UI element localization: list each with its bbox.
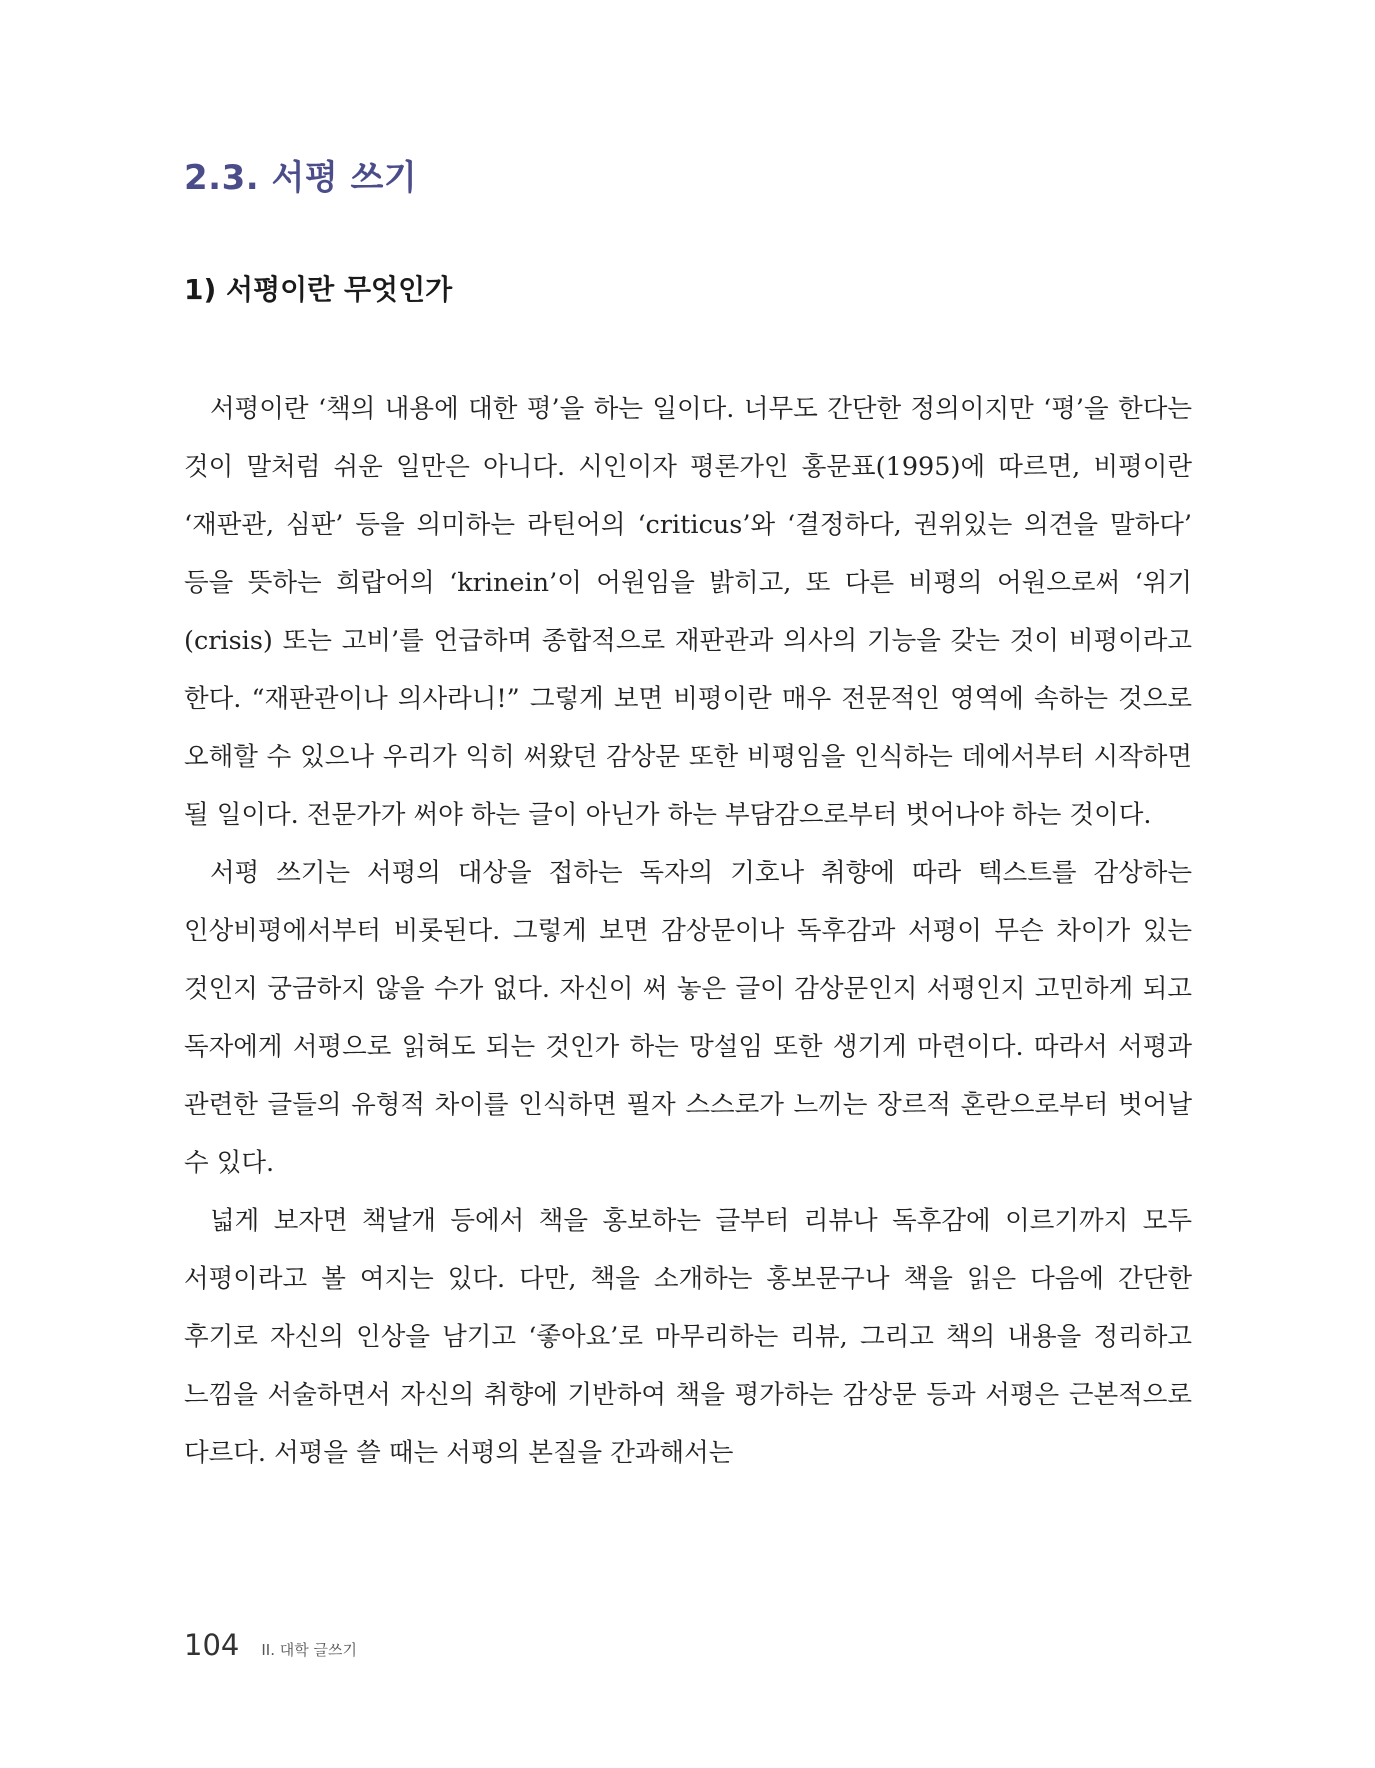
page-number: 104 xyxy=(184,1628,240,1662)
body-text xyxy=(184,380,1192,1482)
subsection-title: 1) 서평이란 무엇인가 xyxy=(184,273,453,306)
paragraph: 넓게 보자면 책날개 등에서 책을 홍보하는 글부터 리뷰나 독후감에 이르기까지 모두 서평이라고 볼 여지는 있다. 다만, 책을 소개하는 홍보문구나 책을 읽은 다음에 간단한 후기로 자신의 인상을 남기고 ‘좋아요’로 마무리하는 리뷰, 그리고 책의 내용을 정리하고 느낌을 서술하면서 자신의 취향에 기반하여 책을 평가하는 감상문 등과 서평은 근본적으로 다르다. 서평을 쓸 때는 서평의 본질을 간과해서는 xyxy=(184,1206,1192,1468)
paragraph: 서평 쓰기는 서평의 대상을 접하는 독자의 기호나 취향에 따라 텍스트를 감상하는 인상비평에서부터 비롯된다. 그렇게 보면 감상문이나 독후감과 서평이 무슨 차이가 있는 것인지 궁금하지 않을 수가 없다. 자신이 써 놓은 글이 감상문인지 서평인지 고민하게 되고 독자에게 서평으로 읽혀도 되는 것인가 하는 망설임 또한 생기게 마련이다. 따라서 서평과 관련한 글들의 유형적 차이를 인식하면 필자 스스로가 느끼는 장르적 혼란으로부터 벗어날 수 있다. xyxy=(184,858,1192,1178)
page-footer xyxy=(184,1628,357,1662)
paragraph: 서평이란 ‘책의 내용에 대한 평’을 하는 일이다. 너무도 간단한 정의이지만 ‘평’을 한다는 것이 말처럼 쉬운 일만은 아니다. 시인이자 평론가인 홍문표(1995)에 따르면, 비평이란 ‘재판관, 심판’ 등을 의미하는 라틴어의 ‘criticus’와 ‘결정하다, 권위있는 의견을 말하다’ 등을 뜻하는 희랍어의 ‘krinein’이 어원임을 밝히고, 또 다른 비평의 어원으로써 ‘위기(crisis) 또는 고비’를 언급하며 종합적으로 재판관과 의사의 기능을 갖는 것이 비평이라고 한다. “재판관이나 의사라니!” 그렇게 보면 비평이란 매우 전문적인 영역에 속하는 것으로 오해할 수 있으나 우리가 익히 써왔던 감상문 또한 비평임을 인식하는 데에서부터 시작하면 될 일이다. 전문가가 써야 하는 글이 아닌가 하는 부담감으로부터 벗어나야 하는 것이다. xyxy=(184,394,1192,830)
running-head: II. 대학 글쓰기 xyxy=(261,1641,357,1659)
section-title: 2.3. 서평 쓰기 xyxy=(184,158,418,198)
